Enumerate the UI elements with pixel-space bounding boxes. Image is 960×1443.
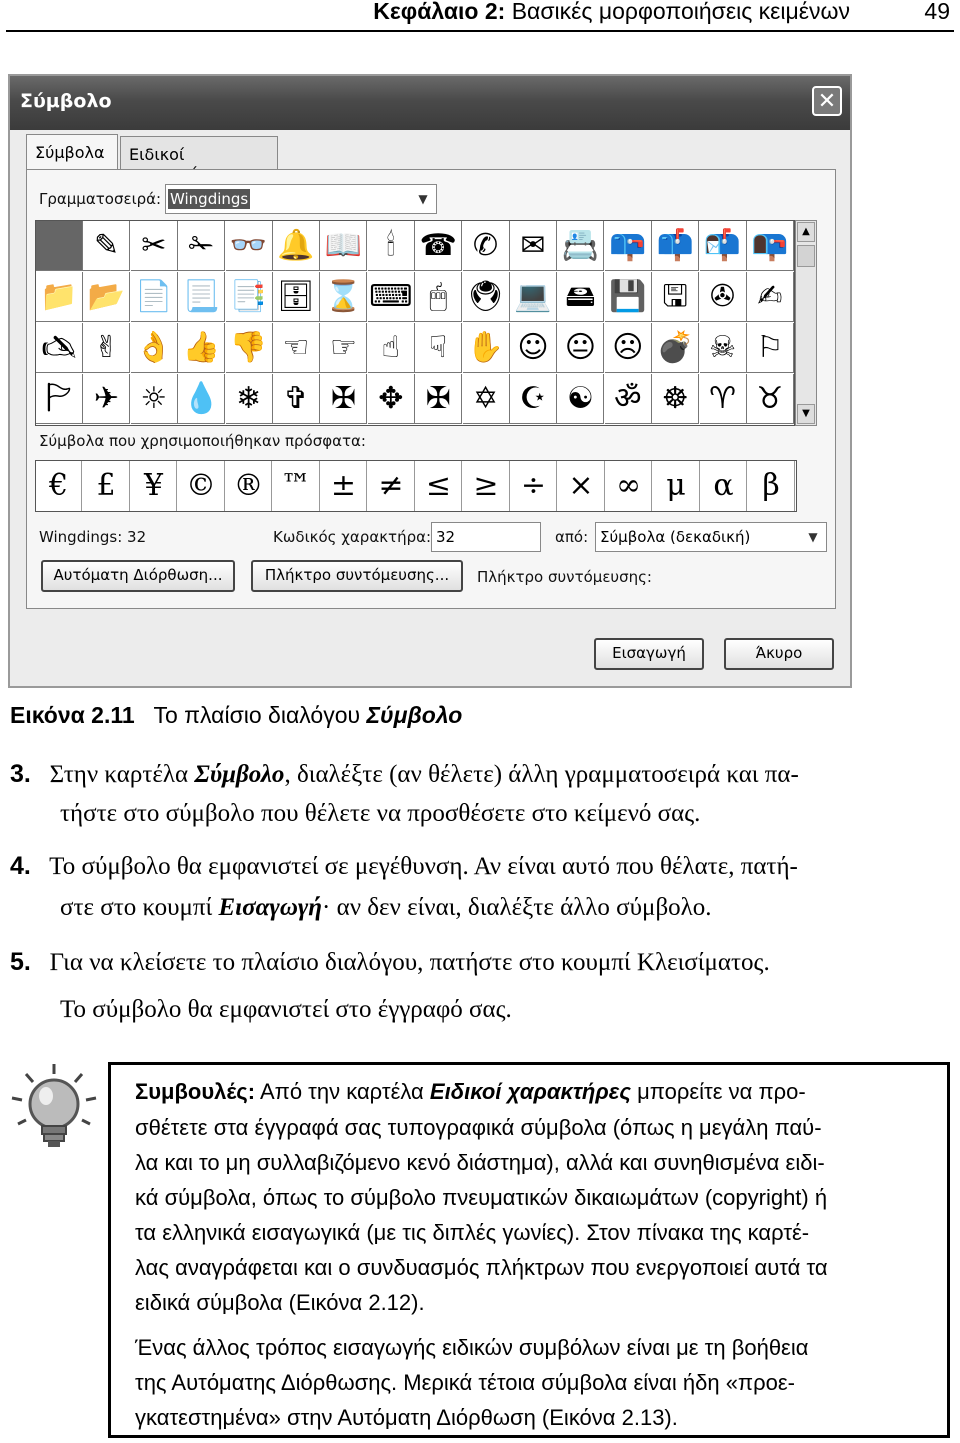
step-4-line-2 [60,894,712,922]
symbol-cell[interactable]: 📖 [320,221,367,271]
cancel-button[interactable]: Άκυρο [724,638,834,670]
symbol-cell[interactable]: ☞ [320,323,367,373]
symbol-cell[interactable]: ♉ [747,374,794,424]
shortcut-key-button[interactable]: Πλήκτρο συντόμευσης... [251,560,463,592]
step-number: 4. [10,852,31,880]
recent-symbol-cell[interactable]: μ [654,461,700,511]
step-text: Για να κλείσετε το πλαίσιο διαλόγου, πατήστε στο κουμπί Κλεισίματος. [49,949,770,976]
symbol-cell[interactable]: ⚐ [747,323,794,373]
symbol-cell[interactable]: 🖎 [36,323,83,373]
symbol-cell[interactable]: ✈ [83,374,130,424]
font-select[interactable] [165,184,437,214]
symbol-cell[interactable]: ✎ [83,221,130,271]
from-label: από: [555,528,589,546]
symbol-cell[interactable]: ☺ [510,323,557,373]
shortcut-key-label: Πλήκτρο συντόμευσης: [477,568,652,586]
tip-text: Από την καρτέλα [259,1079,424,1104]
scroll-down-icon[interactable]: ▼ [797,404,815,424]
chapter-title: Βασικές μορφοποιήσεις κειμένων [511,0,850,24]
recent-symbol-cell[interactable]: ≠ [369,461,415,511]
symbol-cell[interactable]: 😐 [557,323,604,373]
symbol-status: Wingdings: 32 [39,528,147,546]
dialog-titlebar [10,76,850,130]
symbol-cell[interactable]: 🖱 [415,272,462,322]
step-text: Στην καρτέλα [49,761,189,788]
symbol-cell[interactable]: ☪ [510,374,557,424]
symbol-cell[interactable]: ॐ [605,374,652,424]
symbol-cell[interactable]: ✞ [273,374,320,424]
tip-para2-line-1: Ένας άλλος τρόπος εισαγωγής ειδικών συμβόλων είναι με τη βοήθεια [135,1335,809,1360]
char-code-label: Κωδικός χαρακτήρα: [273,528,432,546]
symbol-cell[interactable]: 📁 [36,272,83,322]
recent-symbol-cell[interactable]: € [36,461,82,511]
symbol-cell[interactable]: 💻 [510,272,557,322]
tips-box [108,1062,950,1438]
recent-symbol-cell[interactable]: ¥ [131,461,177,511]
symbol-cell[interactable]: ✠ [320,374,367,424]
recent-symbol-cell[interactable]: ÷ [511,461,557,511]
symbol-cell[interactable]: ⌛ [320,272,367,322]
symbol-cell[interactable]: 📃 [178,272,225,322]
symbol-cell[interactable]: 👎 [226,323,273,373]
tip-line-2: σθέτετε στα έγγραφά σας τυπογραφικά σύμβολα (όπως η μεγάλη παύ- [135,1115,822,1140]
symbol-cell[interactable]: 🖫 [652,272,699,322]
symbol-cell[interactable]: 🗄 [273,272,320,322]
symbol-cell[interactable]: 📑 [226,272,273,322]
symbol-cell[interactable]: ✆ [463,221,510,271]
symbol-cell[interactable]: ☼ [131,374,178,424]
symbol-cell[interactable]: ✌ [83,323,130,373]
symbol-cell[interactable]: ❄ [226,374,273,424]
symbol-cell[interactable]: 👍 [178,323,225,373]
step-emphasis: Σύμβολο [194,761,285,788]
recent-symbol-cell[interactable]: ≤ [416,461,462,511]
symbol-cell[interactable]: 💾 [605,272,652,322]
figure-label: Εικόνα 2.11 [10,702,135,728]
step-5-line-1 [10,948,770,977]
symbol-cell[interactable]: 📫 [652,221,699,271]
recent-symbol-cell[interactable]: © [179,461,225,511]
step-4-line-1 [10,852,798,881]
tip-line-6: λας αναγράφεται και ο συνδυασμός πλήκτρων που ενεργοποιεί αυτά τα [135,1255,828,1280]
symbol-cell[interactable]: ✂ [131,221,178,271]
tip-lead: Συμβουλές: [135,1079,256,1104]
symbol-cell[interactable]: ☠ [700,323,747,373]
tab-symbols[interactable]: Σύμβολα [26,134,118,170]
symbol-cell[interactable] [36,221,83,271]
symbol-cell[interactable]: ☯ [557,374,604,424]
from-select-value: Σύμβολα (δεκαδική) [600,528,751,546]
chevron-down-icon[interactable]: ▼ [418,192,428,206]
step-text: · αν δεν είναι, διαλέξτε άλλο σύμβολο. [322,894,712,921]
symbol-cell[interactable]: ☟ [415,323,462,373]
recent-symbol-cell[interactable]: ® [226,461,272,511]
symbol-cell[interactable]: 💣 [652,323,699,373]
symbol-cell[interactable]: ☹ [605,323,652,373]
step-emphasis: Εισαγωγή [218,894,323,921]
tip-line-5: τα ελληνικά εισαγωγικά (με τις διπλές γωνίες). Στον πίνακα της καρτέ- [135,1220,810,1245]
step-number: 3. [10,760,31,788]
scroll-up-icon[interactable]: ▲ [797,222,815,242]
symbols-panel [26,169,836,609]
tab-special-characters[interactable]: Ειδικοί [120,136,278,170]
step-text: Το σύμβολο θα εμφανιστεί σε μεγέθυνση. Αν είναι αυτό που θέλατε, πατή- [49,853,798,880]
recent-symbol-cell[interactable]: × [559,461,605,511]
symbol-cell[interactable]: 📄 [131,272,178,322]
symbol-cell[interactable]: ☜ [273,323,320,373]
autocorrect-button[interactable]: Αυτόματη Διόρθωση... [41,560,235,592]
chapter-number: Κεφάλαιο 2: [373,0,506,24]
symbol-cell[interactable]: 🖲 [463,272,510,322]
symbol-cell[interactable]: 🏱 [36,374,83,424]
symbol-cell[interactable]: ✇ [700,272,747,322]
recent-symbol-cell[interactable]: ™ [274,461,320,511]
recent-symbols-label: Σύμβολα που χρησιμοποιήθηκαν πρόσφατα: [39,432,366,450]
recent-symbol-cell[interactable]: £ [84,461,130,511]
symbol-dialog [8,74,852,688]
recent-symbol-cell[interactable]: ≥ [464,461,510,511]
page-header [0,0,960,34]
symbol-cell[interactable]: ✍ [747,272,794,322]
step-3-line-1 [10,760,799,789]
header-rule [6,30,954,32]
symbol-cell[interactable]: ✡ [463,374,510,424]
symbol-cell[interactable]: 📪 [605,221,652,271]
step-text: , διαλέξτε (αν θέλετε) άλλη γραμματοσειρά και πα- [284,761,799,788]
tip-text: μπορείτε να προ- [637,1079,806,1104]
symbol-cell[interactable]: ✥ [368,374,415,424]
close-icon[interactable]: ✕ [812,86,842,116]
symbol-cell[interactable]: 👌 [131,323,178,373]
tip-line-4: κά σύμβολα, όπως το σύμβολο πνευματικών δικαιωμάτων (copyright) ή [135,1185,828,1210]
step-number: 5. [10,948,31,976]
font-label: Γραμματοσειρά: [39,190,162,208]
recent-symbol-cell[interactable]: β [749,461,795,511]
symbol-cell[interactable]: 📭 [747,221,794,271]
step-text: στε στο κουμπί [60,894,213,921]
symbol-cell[interactable]: 🔔 [273,221,320,271]
page-number: 49 [924,0,950,24]
symbol-cell[interactable]: 🖴 [557,272,604,322]
figure-caption [10,702,462,729]
char-code-input[interactable]: 32 [431,522,541,552]
symbol-cell[interactable]: ♈ [700,374,747,424]
symbol-cell[interactable]: ☎ [415,221,462,271]
symbol-cell[interactable]: 📬 [700,221,747,271]
caption-text: Το πλαίσιο διαλόγου [153,702,361,728]
scroll-thumb[interactable] [797,245,815,267]
symbol-cell[interactable]: ✠ [415,374,462,424]
tip-line-7: ειδικά σύμβολα (Εικόνα 2.12). [135,1290,425,1315]
symbol-cell[interactable]: ⌨ [368,272,415,322]
tip-emphasis: Ειδικοί χαρακτήρες [429,1079,631,1104]
step-5-line-2: Το σύμβολο θα εμφανιστεί στο έγγραφό σας. [60,996,512,1023]
lightbulb-icon [8,1062,100,1154]
recent-symbol-cell[interactable]: α [701,461,747,511]
tip-para2-line-3: γκατεστημένα» στην Αυτόματη Διόρθωση (Εικόνα 2.13). [135,1405,678,1430]
symbol-cell[interactable]: ☝ [368,323,415,373]
insert-button[interactable]: Εισαγωγή [594,638,704,670]
symbol-cell[interactable]: ☸ [652,374,699,424]
running-title [373,0,850,25]
recent-symbol-cell[interactable]: ∞ [606,461,652,511]
from-select[interactable] [595,522,827,552]
symbol-cell[interactable]: ✉ [510,221,557,271]
symbol-cell[interactable]: ✋ [463,323,510,373]
symbol-cell[interactable]: ✁ [178,221,225,271]
caption-emphasis: Σύμβολο [366,702,463,728]
symbol-cell[interactable]: 👓 [226,221,273,271]
symbol-grid [35,220,795,426]
recent-symbol-cell[interactable]: ± [321,461,367,511]
font-select-value: Wingdings [170,190,249,208]
tip-line-1 [135,1079,806,1105]
recent-symbols [35,460,797,512]
symbol-cell[interactable]: 📂 [83,272,130,322]
tip-para2-line-2: της Αυτόματης Διόρθωσης. Μερικά τέτοια σύμβολα είναι ήδη «προε- [135,1370,795,1395]
symbol-cell[interactable]: 📇 [557,221,604,271]
symbol-cell[interactable]: 💧 [178,374,225,424]
dialog-title: Σύμβολο [20,90,112,112]
tip-line-3: λα και το μη συλλαβιζόμενο κενό διάστημα), αλλά και συνηθισμένα ειδι- [135,1150,825,1175]
chevron-down-icon[interactable]: ▼ [808,530,818,544]
symbol-cell[interactable]: 🕯 [368,221,415,271]
step-3-line-2: τήστε στο σύμβολο που θέλετε να προσθέσετε στο κείμενό σας. [60,800,701,827]
symbol-grid-scrollbar[interactable] [795,220,817,426]
